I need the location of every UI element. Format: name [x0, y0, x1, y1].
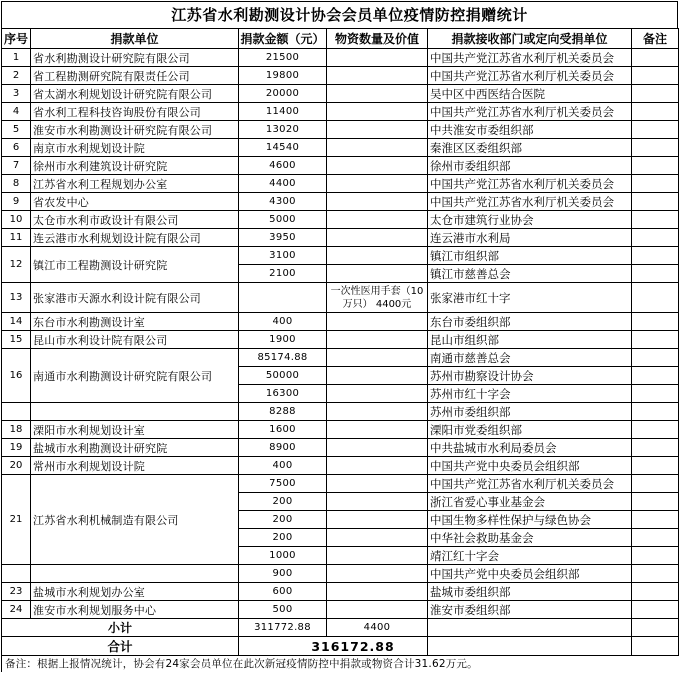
cell-materials[interactable] — [327, 367, 428, 385]
table-row — [2, 403, 679, 421]
cell-seq[interactable]: 3 — [2, 85, 31, 103]
cell-materials[interactable] — [327, 211, 428, 229]
cell-recipient[interactable]: 张家港市红十字 — [428, 283, 632, 313]
cell-materials[interactable] — [327, 193, 428, 211]
cell-amount[interactable] — [239, 283, 327, 313]
table-row — [2, 175, 679, 193]
cell-remark[interactable] — [632, 283, 679, 313]
cell-recipient[interactable]: 中国共产党江苏省水利厅机关委员会 — [428, 175, 632, 193]
cell-remark[interactable] — [632, 313, 679, 331]
table-row — [2, 421, 679, 439]
cell-recipient[interactable]: 镇江市组织部 — [428, 247, 632, 265]
cell-amount[interactable]: 85174.88 — [239, 349, 327, 367]
cell-amount[interactable]: 11400 — [239, 103, 327, 121]
cell-seq[interactable]: 16 — [2, 349, 31, 403]
cell-amount[interactable]: 400 — [239, 457, 327, 475]
cell-materials[interactable] — [327, 493, 428, 511]
cell-remark[interactable] — [632, 139, 679, 157]
cell-materials[interactable] — [327, 439, 428, 457]
cell-recipient[interactable]: 中共淮安市委组织部 — [428, 121, 632, 139]
cell-remark[interactable] — [632, 49, 679, 67]
cell-unit[interactable]: 连云港市水利规划设计院有限公司 — [31, 229, 239, 247]
cell-amount[interactable]: 2100 — [239, 265, 327, 283]
cell-amount[interactable]: 14540 — [239, 139, 327, 157]
cell-recipient[interactable]: 盐城市委组织部 — [428, 583, 632, 601]
cell-recipient[interactable]: 中国共产党江苏省水利厅机关委员会 — [428, 49, 632, 67]
cell-remark[interactable] — [632, 229, 679, 247]
cell-recipient[interactable]: 徐州市委组织部 — [428, 157, 632, 175]
cell-remark[interactable] — [632, 349, 679, 367]
cell-unit[interactable]: 昆山市水利设计院有限公司 — [31, 331, 239, 349]
cell-amount[interactable]: 21500 — [239, 49, 327, 67]
cell-seq[interactable]: 4 — [2, 103, 31, 121]
cell-materials[interactable] — [327, 157, 428, 175]
total-label[interactable]: 合计 — [2, 637, 239, 656]
cell-unit[interactable]: 省水利工程科技咨询股份有限公司 — [31, 103, 239, 121]
cell-unit[interactable]: 常州市水利规划设计院 — [31, 457, 239, 475]
cell-amount[interactable]: 3100 — [239, 247, 327, 265]
cell-recipient[interactable]: 中国共产党江苏省水利厅机关委员会 — [428, 475, 632, 493]
table-row — [2, 583, 679, 601]
cell-amount[interactable]: 200 — [239, 493, 327, 511]
cell-materials[interactable] — [327, 385, 428, 403]
cell-materials[interactable] — [327, 529, 428, 547]
cell-recipient[interactable]: 太仓市建筑行业协会 — [428, 211, 632, 229]
cell-unit[interactable] — [31, 403, 239, 421]
table-row — [2, 457, 679, 475]
cell-unit[interactable]: 省水利勘测设计研究院有限公司 — [31, 49, 239, 67]
cell-amount[interactable]: 8900 — [239, 439, 327, 457]
cell-materials[interactable] — [327, 139, 428, 157]
cell-materials[interactable] — [327, 457, 428, 475]
cell-recipient[interactable]: 苏州市红十字会 — [428, 385, 632, 403]
cell-materials[interactable] — [327, 265, 428, 283]
cell-amount[interactable]: 20000 — [239, 85, 327, 103]
cell-remark[interactable] — [632, 157, 679, 175]
cell-materials[interactable] — [327, 313, 428, 331]
cell-amount[interactable]: 200 — [239, 511, 327, 529]
cell-materials[interactable] — [327, 49, 428, 67]
table-row — [2, 211, 679, 229]
cell-recipient[interactable]: 苏州市委组织部 — [428, 403, 632, 421]
table-row — [2, 49, 679, 67]
cell-unit[interactable]: 江苏省水利机械制造有限公司 — [31, 475, 239, 565]
cell-recipient[interactable]: 中国共产党中央委员会组织部 — [428, 565, 632, 583]
cell-unit[interactable]: 南通市水利勘测设计研究院有限公司 — [31, 349, 239, 403]
cell-materials[interactable] — [327, 403, 428, 421]
subtotal-materials[interactable]: 4400 — [327, 619, 428, 637]
cell-amount[interactable]: 5000 — [239, 211, 327, 229]
cell-unit[interactable]: 省太湖水利规划设计研究院有限公司 — [31, 85, 239, 103]
cell-seq[interactable]: 19 — [2, 439, 31, 457]
cell-seq[interactable]: 20 — [2, 457, 31, 475]
cell-amount[interactable]: 13020 — [239, 121, 327, 139]
cell-remark[interactable] — [632, 403, 679, 421]
table-row — [2, 157, 679, 175]
cell-materials[interactable] — [327, 565, 428, 583]
cell-amount[interactable]: 500 — [239, 601, 327, 619]
cell-seq[interactable]: 23 — [2, 583, 31, 601]
cell-materials[interactable] — [327, 475, 428, 493]
cell-materials[interactable]: 一次性医用手套（10万只） 4400元 — [327, 283, 428, 313]
cell-unit[interactable]: 张家港市天源水利设计院有限公司 — [31, 283, 239, 313]
table-row — [2, 331, 679, 349]
cell-seq[interactable]: 12 — [2, 247, 31, 283]
cell-remark[interactable] — [632, 565, 679, 583]
table-row — [2, 601, 679, 619]
table-row — [2, 121, 679, 139]
cell-materials[interactable] — [327, 511, 428, 529]
cell-remark[interactable] — [632, 331, 679, 349]
subtotal-amount[interactable]: 311772.88 — [239, 619, 327, 637]
cell-recipient[interactable]: 昆山市组织部 — [428, 331, 632, 349]
cell-recipient[interactable]: 中国共产党江苏省水利厅机关委员会 — [428, 103, 632, 121]
cell-recipient[interactable]: 中国共产党江苏省水利厅机关委员会 — [428, 67, 632, 85]
cell-recipient[interactable]: 秦淮区区委组织部 — [428, 139, 632, 157]
cell-materials[interactable] — [327, 421, 428, 439]
cell-remark[interactable] — [632, 175, 679, 193]
cell-recipient[interactable]: 中国共产党中央委员会组织部 — [428, 457, 632, 475]
cell-recipient[interactable]: 南通市慈善总会 — [428, 349, 632, 367]
cell-amount[interactable]: 1600 — [239, 421, 327, 439]
cell-materials[interactable] — [327, 67, 428, 85]
table-row — [2, 439, 679, 457]
cell-amount[interactable]: 19800 — [239, 67, 327, 85]
cell-remark[interactable] — [632, 529, 679, 547]
cell-amount[interactable]: 1000 — [239, 547, 327, 565]
cell-materials[interactable] — [327, 85, 428, 103]
cell-remark[interactable] — [632, 439, 679, 457]
table-row — [2, 103, 679, 121]
cell-seq[interactable]: 14 — [2, 313, 31, 331]
header-unit[interactable]: 捐款单位 — [31, 29, 239, 49]
header-materials[interactable]: 物资数量及价值 — [327, 29, 428, 49]
cell-amount[interactable]: 900 — [239, 565, 327, 583]
table-row — [2, 247, 679, 265]
total-recipient[interactable] — [428, 637, 632, 656]
header-seq[interactable]: 序号 — [2, 29, 31, 49]
cell-recipient[interactable]: 中国共产党江苏省水利厅机关委员会 — [428, 193, 632, 211]
cell-unit[interactable]: 省农发中心 — [31, 193, 239, 211]
cell-unit[interactable]: 江苏省水利工程规划办公室 — [31, 175, 239, 193]
cell-recipient[interactable]: 东台市委组织部 — [428, 313, 632, 331]
cell-recipient[interactable]: 中华社会救助基金会 — [428, 529, 632, 547]
table-row — [2, 67, 679, 85]
cell-materials[interactable] — [327, 331, 428, 349]
cell-recipient[interactable]: 中共盐城市水利局委员会 — [428, 439, 632, 457]
cell-seq[interactable]: 21 — [2, 475, 31, 565]
cell-materials[interactable] — [327, 229, 428, 247]
cell-amount[interactable]: 50000 — [239, 367, 327, 385]
table-row — [2, 139, 679, 157]
cell-seq[interactable]: 5 — [2, 121, 31, 139]
cell-remark[interactable] — [632, 457, 679, 475]
cell-remark[interactable] — [632, 211, 679, 229]
cell-materials[interactable] — [327, 247, 428, 265]
cell-seq[interactable]: 6 — [2, 139, 31, 157]
subtotal-remark[interactable] — [632, 619, 679, 637]
cell-materials[interactable] — [327, 349, 428, 367]
cell-unit[interactable] — [31, 565, 239, 583]
cell-amount[interactable]: 3950 — [239, 229, 327, 247]
cell-unit[interactable]: 徐州市水利建筑设计研究院 — [31, 157, 239, 175]
cell-unit[interactable]: 太仓市水利市政设计有限公司 — [31, 211, 239, 229]
cell-amount[interactable]: 200 — [239, 529, 327, 547]
cell-remark[interactable] — [632, 511, 679, 529]
table-row — [2, 85, 679, 103]
cell-recipient[interactable]: 溧阳市党委组织部 — [428, 421, 632, 439]
table-row — [2, 565, 679, 583]
cell-remark[interactable] — [632, 247, 679, 265]
cell-recipient[interactable]: 淮安市委组织部 — [428, 601, 632, 619]
cell-remark[interactable] — [632, 493, 679, 511]
cell-seq[interactable]: 2 — [2, 67, 31, 85]
cell-unit[interactable]: 淮安市水利规划服务中心 — [31, 601, 239, 619]
cell-seq[interactable]: 11 — [2, 229, 31, 247]
cell-unit[interactable]: 盐城市水利规划办公室 — [31, 583, 239, 601]
cell-amount[interactable]: 400 — [239, 313, 327, 331]
table-row — [2, 193, 679, 211]
cell-amount[interactable]: 4400 — [239, 175, 327, 193]
cell-remark[interactable] — [632, 475, 679, 493]
cell-amount[interactable]: 8288 — [239, 403, 327, 421]
cell-seq[interactable]: 18 — [2, 421, 31, 439]
subtotal-row — [2, 619, 679, 637]
cell-seq[interactable]: 7 — [2, 157, 31, 175]
cell-remark[interactable] — [632, 547, 679, 565]
header-remark[interactable]: 备注 — [632, 29, 679, 49]
cell-amount[interactable]: 7500 — [239, 475, 327, 493]
cell-unit[interactable]: 溧阳市水利规划设计室 — [31, 421, 239, 439]
cell-remark[interactable] — [632, 85, 679, 103]
cell-remark[interactable] — [632, 367, 679, 385]
cell-seq[interactable]: 8 — [2, 175, 31, 193]
subtotal-recipient[interactable] — [428, 619, 632, 637]
cell-materials[interactable] — [327, 121, 428, 139]
cell-seq[interactable]: 13 — [2, 283, 31, 313]
cell-remark[interactable] — [632, 265, 679, 283]
cell-unit[interactable]: 盐城市水利勘测设计研究院 — [31, 439, 239, 457]
footnote[interactable]: 备注：根据上报情况统计，协会有24家会员单位在此次新冠疫情防控中捐款或物资合计31.62万元。 — [1, 656, 678, 672]
cell-seq[interactable]: 9 — [2, 193, 31, 211]
cell-remark[interactable] — [632, 193, 679, 211]
cell-unit[interactable]: 东台市水利勘测设计室 — [31, 313, 239, 331]
cell-materials[interactable] — [327, 175, 428, 193]
cell-materials[interactable] — [327, 547, 428, 565]
table-row — [2, 229, 679, 247]
table-row — [2, 283, 679, 313]
cell-recipient[interactable]: 浙江省爱心事业基金会 — [428, 493, 632, 511]
cell-amount[interactable]: 4600 — [239, 157, 327, 175]
total-row — [2, 637, 679, 656]
page-title: 江苏省水利勘测设计协会会员单位疫情防控捐赠统计 — [1, 1, 678, 28]
header-amount[interactable]: 捐款金额（元） — [239, 29, 327, 49]
cell-seq[interactable] — [2, 565, 31, 583]
cell-seq[interactable]: 1 — [2, 49, 31, 67]
table-row — [2, 349, 679, 367]
donation-table — [1, 28, 679, 656]
spreadsheet — [1, 1, 678, 672]
cell-seq[interactable] — [2, 403, 31, 421]
cell-remark[interactable] — [632, 103, 679, 121]
cell-recipient[interactable]: 镇江市慈善总会 — [428, 265, 632, 283]
table-row — [2, 313, 679, 331]
cell-recipient[interactable]: 吴中区中西医结合医院 — [428, 85, 632, 103]
header-recipient[interactable]: 捐款接收部门或定向受捐单位 — [428, 29, 632, 49]
cell-seq[interactable]: 15 — [2, 331, 31, 349]
cell-recipient[interactable]: 苏州市勘察设计协会 — [428, 367, 632, 385]
cell-remark[interactable] — [632, 121, 679, 139]
table-row — [2, 475, 679, 493]
cell-amount[interactable]: 16300 — [239, 385, 327, 403]
cell-amount[interactable]: 600 — [239, 583, 327, 601]
cell-seq[interactable]: 24 — [2, 601, 31, 619]
cell-unit[interactable]: 镇江市工程勘测设计研究院 — [31, 247, 239, 283]
cell-materials[interactable] — [327, 103, 428, 121]
total-remark[interactable] — [632, 637, 679, 656]
cell-remark[interactable] — [632, 583, 679, 601]
cell-remark[interactable] — [632, 385, 679, 403]
total-value[interactable]: 316172.88 — [239, 637, 428, 656]
cell-recipient[interactable]: 中国生物多样性保护与绿色协会 — [428, 511, 632, 529]
header-row — [2, 29, 679, 49]
cell-seq[interactable]: 10 — [2, 211, 31, 229]
cell-materials[interactable] — [327, 601, 428, 619]
cell-recipient[interactable]: 靖江红十字会 — [428, 547, 632, 565]
cell-recipient[interactable]: 连云港市水利局 — [428, 229, 632, 247]
subtotal-label[interactable]: 小计 — [2, 619, 239, 637]
cell-unit[interactable]: 南京市水利规划设计院 — [31, 139, 239, 157]
cell-unit[interactable]: 省工程勘测研究院有限责任公司 — [31, 67, 239, 85]
cell-unit[interactable]: 淮安市水利勘测设计研究院有限公司 — [31, 121, 239, 139]
cell-amount[interactable]: 4300 — [239, 193, 327, 211]
cell-remark[interactable] — [632, 67, 679, 85]
cell-remark[interactable] — [632, 421, 679, 439]
cell-remark[interactable] — [632, 601, 679, 619]
cell-materials[interactable] — [327, 583, 428, 601]
cell-amount[interactable]: 1900 — [239, 331, 327, 349]
